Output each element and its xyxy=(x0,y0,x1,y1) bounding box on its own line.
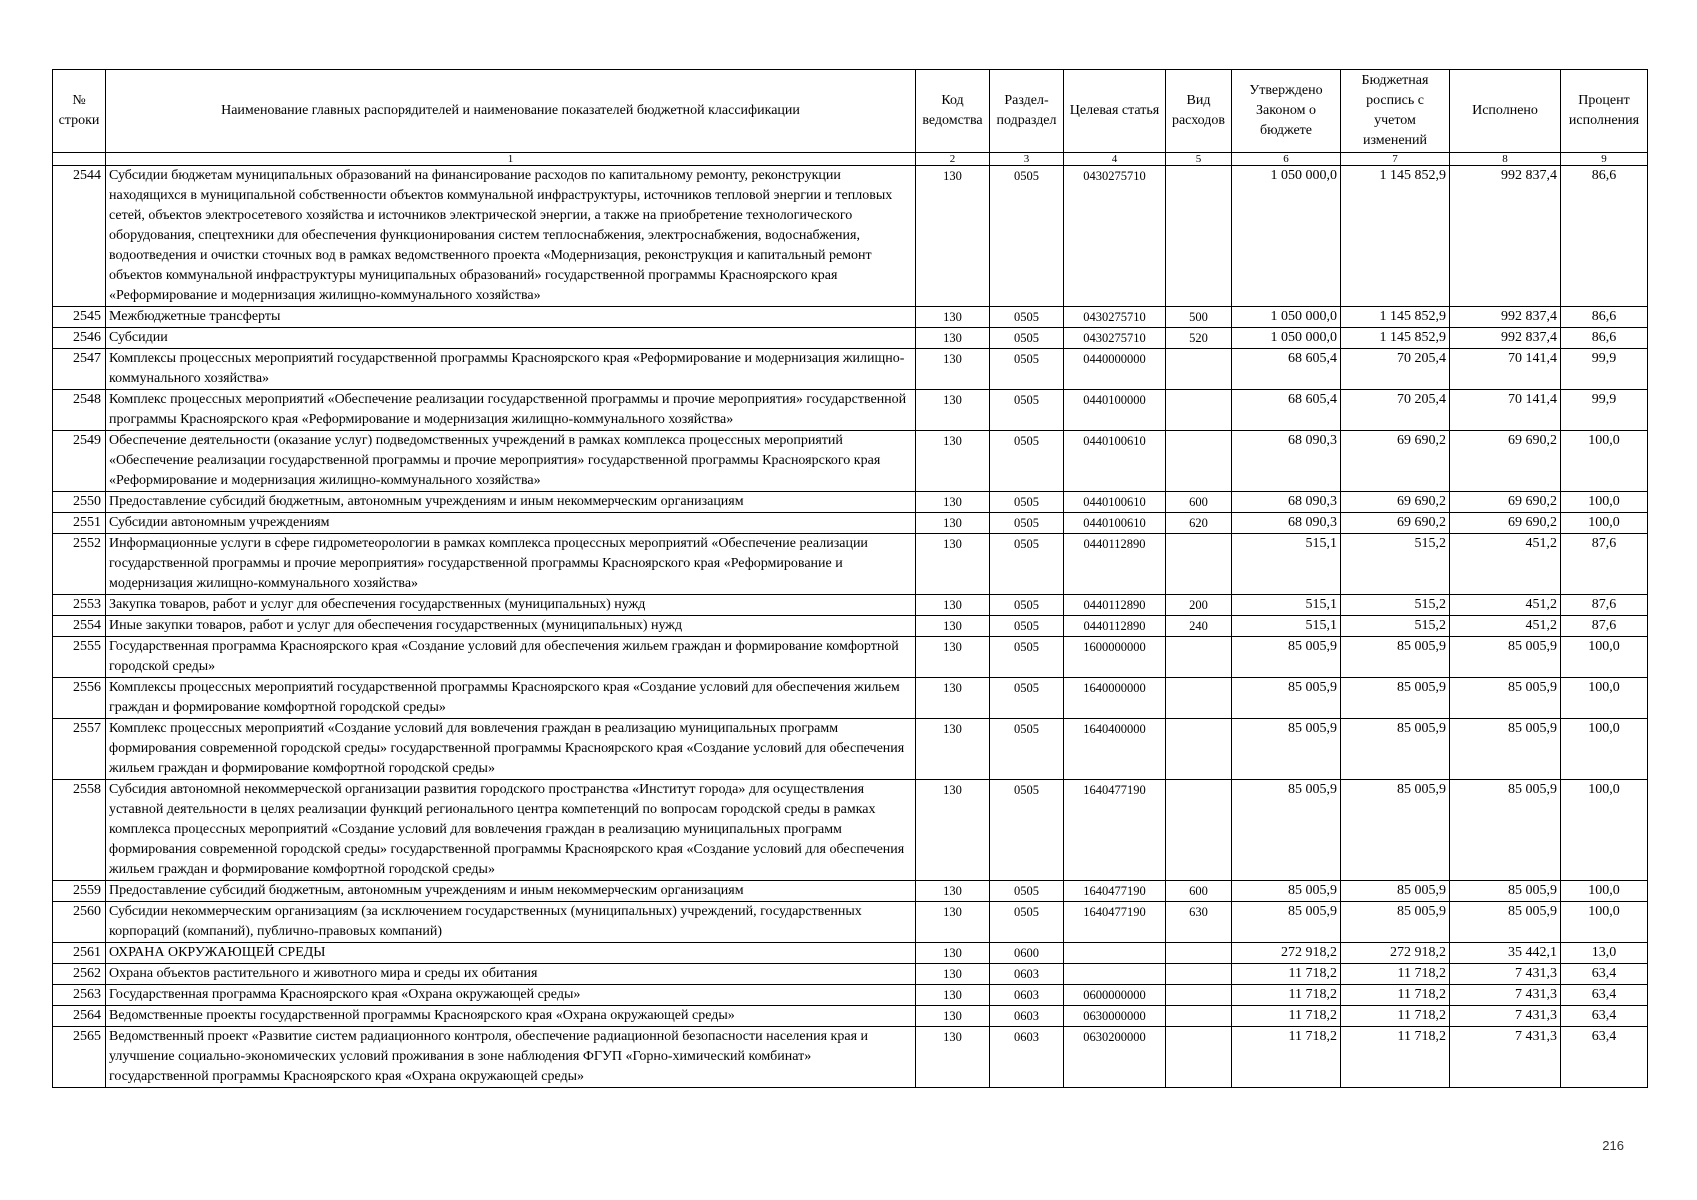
row-budget-schedule: 69 690,2 xyxy=(1341,431,1450,492)
row-dept-code: 130 xyxy=(916,881,990,902)
row-target-article: 0440112890 xyxy=(1064,595,1166,616)
header-percent: Процент исполнения xyxy=(1561,70,1648,153)
row-percent: 100,0 xyxy=(1561,719,1648,780)
row-budget-schedule: 85 005,9 xyxy=(1341,902,1450,943)
row-section: 0505 xyxy=(990,881,1064,902)
row-approved: 515,1 xyxy=(1232,595,1341,616)
row-target-article: 1640477190 xyxy=(1064,780,1166,881)
table-row xyxy=(53,534,1648,595)
row-percent: 99,9 xyxy=(1561,390,1648,431)
row-name: Ведомственные проекты государственной программы Красноярского края «Охрана окружающей среды» xyxy=(106,1006,916,1027)
row-number: 2553 xyxy=(53,595,106,616)
column-number: 3 xyxy=(990,153,1064,166)
row-expense-kind xyxy=(1166,678,1232,719)
row-name: Закупка товаров, работ и услуг для обеспечения государственных (муниципальных) нужд xyxy=(106,595,916,616)
row-number: 2547 xyxy=(53,349,106,390)
row-expense-kind: 630 xyxy=(1166,902,1232,943)
row-expense-kind: 520 xyxy=(1166,328,1232,349)
header-budget-schedule: Бюджетная роспись с учетом изменений xyxy=(1341,70,1450,153)
row-section: 0603 xyxy=(990,985,1064,1006)
row-percent: 100,0 xyxy=(1561,780,1648,881)
row-budget-schedule: 85 005,9 xyxy=(1341,678,1450,719)
row-approved: 85 005,9 xyxy=(1232,678,1341,719)
row-percent: 100,0 xyxy=(1561,902,1648,943)
row-approved: 11 718,2 xyxy=(1232,1027,1341,1088)
row-target-article: 0430275710 xyxy=(1064,166,1166,307)
row-percent: 100,0 xyxy=(1561,431,1648,492)
row-percent: 100,0 xyxy=(1561,881,1648,902)
row-expense-kind: 600 xyxy=(1166,881,1232,902)
row-executed: 7 431,3 xyxy=(1450,1027,1561,1088)
row-number: 2560 xyxy=(53,902,106,943)
row-section: 0505 xyxy=(990,780,1064,881)
table-row xyxy=(53,719,1648,780)
row-expense-kind xyxy=(1166,1006,1232,1027)
row-expense-kind xyxy=(1166,719,1232,780)
row-dept-code: 130 xyxy=(916,902,990,943)
column-number: 7 xyxy=(1341,153,1450,166)
row-expense-kind: 240 xyxy=(1166,616,1232,637)
row-executed: 69 690,2 xyxy=(1450,431,1561,492)
row-expense-kind: 500 xyxy=(1166,307,1232,328)
table-row xyxy=(53,902,1648,943)
row-approved: 68 605,4 xyxy=(1232,390,1341,431)
row-budget-schedule: 11 718,2 xyxy=(1341,964,1450,985)
row-expense-kind xyxy=(1166,964,1232,985)
row-section: 0505 xyxy=(990,616,1064,637)
row-name: Государственная программа Красноярского края «Создание условий для обеспечения жильем граждан и формирование комфортной городской среды» xyxy=(106,637,916,678)
row-budget-schedule: 11 718,2 xyxy=(1341,1006,1450,1027)
row-number: 2552 xyxy=(53,534,106,595)
row-section: 0505 xyxy=(990,513,1064,534)
column-number-blank xyxy=(53,153,106,166)
row-target-article: 1640477190 xyxy=(1064,881,1166,902)
column-number: 5 xyxy=(1166,153,1232,166)
row-number: 2565 xyxy=(53,1027,106,1088)
row-percent: 86,6 xyxy=(1561,166,1648,307)
row-name: Комплекс процессных мероприятий «Создание условий для вовлечения граждан в реализацию муниципальных программ формирования современной городской среды» государственной программы Красноярского края «Создание условий для обеспечения жильем граждан и формирование комфортной городской среды» xyxy=(106,719,916,780)
header-dept-code: Код ведомства xyxy=(916,70,990,153)
table-row xyxy=(53,985,1648,1006)
row-name: Субсидии xyxy=(106,328,916,349)
row-percent: 100,0 xyxy=(1561,492,1648,513)
row-target-article: 0440100610 xyxy=(1064,492,1166,513)
row-section: 0505 xyxy=(990,534,1064,595)
row-budget-schedule: 1 145 852,9 xyxy=(1341,307,1450,328)
row-section: 0505 xyxy=(990,307,1064,328)
header-approved: Утверждено Законом о бюджете xyxy=(1232,70,1341,153)
row-approved: 68 090,3 xyxy=(1232,513,1341,534)
row-target-article: 0430275710 xyxy=(1064,307,1166,328)
row-approved: 1 050 000,0 xyxy=(1232,307,1341,328)
row-dept-code: 130 xyxy=(916,492,990,513)
row-number: 2545 xyxy=(53,307,106,328)
row-name: Иные закупки товаров, работ и услуг для обеспечения государственных (муниципальных) нужд xyxy=(106,616,916,637)
row-percent: 63,4 xyxy=(1561,964,1648,985)
table-row xyxy=(53,780,1648,881)
row-budget-schedule: 85 005,9 xyxy=(1341,881,1450,902)
row-approved: 68 090,3 xyxy=(1232,492,1341,513)
row-approved: 1 050 000,0 xyxy=(1232,166,1341,307)
row-dept-code: 130 xyxy=(916,349,990,390)
row-percent: 13,0 xyxy=(1561,943,1648,964)
table-row xyxy=(53,1006,1648,1027)
row-section: 0505 xyxy=(990,678,1064,719)
row-dept-code: 130 xyxy=(916,1027,990,1088)
table-row xyxy=(53,1027,1648,1088)
row-target-article: 0600000000 xyxy=(1064,985,1166,1006)
row-expense-kind xyxy=(1166,431,1232,492)
row-section: 0600 xyxy=(990,943,1064,964)
table-row xyxy=(53,637,1648,678)
row-executed: 992 837,4 xyxy=(1450,328,1561,349)
row-percent: 63,4 xyxy=(1561,1006,1648,1027)
row-approved: 272 918,2 xyxy=(1232,943,1341,964)
column-number: 6 xyxy=(1232,153,1341,166)
row-name: Предоставление субсидий бюджетным, автономным учреждениям и иным некоммерческим организациям xyxy=(106,492,916,513)
row-budget-schedule: 70 205,4 xyxy=(1341,349,1450,390)
header-row-number: № строки xyxy=(53,70,106,153)
table-row xyxy=(53,595,1648,616)
row-section: 0505 xyxy=(990,328,1064,349)
row-target-article: 1640400000 xyxy=(1064,719,1166,780)
row-expense-kind xyxy=(1166,349,1232,390)
row-dept-code: 130 xyxy=(916,678,990,719)
row-expense-kind xyxy=(1166,780,1232,881)
row-executed: 85 005,9 xyxy=(1450,902,1561,943)
row-name: Государственная программа Красноярского края «Охрана окружающей среды» xyxy=(106,985,916,1006)
row-expense-kind xyxy=(1166,943,1232,964)
row-budget-schedule: 11 718,2 xyxy=(1341,985,1450,1006)
row-approved: 515,1 xyxy=(1232,616,1341,637)
row-executed: 992 837,4 xyxy=(1450,166,1561,307)
row-percent: 99,9 xyxy=(1561,349,1648,390)
row-number: 2549 xyxy=(53,431,106,492)
row-target-article: 1640477190 xyxy=(1064,902,1166,943)
row-target-article: 0440000000 xyxy=(1064,349,1166,390)
row-budget-schedule: 11 718,2 xyxy=(1341,1027,1450,1088)
row-expense-kind xyxy=(1166,985,1232,1006)
row-target-article: 0430275710 xyxy=(1064,328,1166,349)
row-approved: 85 005,9 xyxy=(1232,637,1341,678)
row-section: 0505 xyxy=(990,349,1064,390)
row-budget-schedule: 515,2 xyxy=(1341,534,1450,595)
row-dept-code: 130 xyxy=(916,637,990,678)
row-percent: 63,4 xyxy=(1561,985,1648,1006)
row-dept-code: 130 xyxy=(916,595,990,616)
row-expense-kind: 620 xyxy=(1166,513,1232,534)
row-expense-kind: 200 xyxy=(1166,595,1232,616)
row-approved: 85 005,9 xyxy=(1232,881,1341,902)
row-percent: 100,0 xyxy=(1561,637,1648,678)
row-executed: 7 431,3 xyxy=(1450,985,1561,1006)
table-row xyxy=(53,964,1648,985)
row-percent: 87,6 xyxy=(1561,616,1648,637)
table-row xyxy=(53,943,1648,964)
row-section: 0505 xyxy=(990,166,1064,307)
row-section: 0603 xyxy=(990,1006,1064,1027)
row-section: 0505 xyxy=(990,492,1064,513)
row-name: Ведомственный проект «Развитие систем радиационного контроля, обеспечение радиационной безопасности населения края и улучшение социально-экономических условий проживания в зоне наблюдения ФГУП «Горно-химический комбинат» государственной программы Красноярского края «Охрана окружающей среды» xyxy=(106,1027,916,1088)
row-name: Субсидии автономным учреждениям xyxy=(106,513,916,534)
row-budget-schedule: 515,2 xyxy=(1341,595,1450,616)
row-percent: 87,6 xyxy=(1561,534,1648,595)
row-target-article xyxy=(1064,964,1166,985)
column-number: 4 xyxy=(1064,153,1166,166)
row-approved: 68 090,3 xyxy=(1232,431,1341,492)
row-number: 2561 xyxy=(53,943,106,964)
row-number: 2563 xyxy=(53,985,106,1006)
row-name: Информационные услуги в сфере гидрометеорологии в рамках комплекса процессных мероприятий «Обеспечение реализации государственной программы и прочие мероприятия» государственной программы Красноярского края «Реформирование и модернизация жилищно-коммунального хозяйства» xyxy=(106,534,916,595)
row-dept-code: 130 xyxy=(916,780,990,881)
row-executed: 69 690,2 xyxy=(1450,492,1561,513)
column-number: 2 xyxy=(916,153,990,166)
row-section: 0505 xyxy=(990,595,1064,616)
row-approved: 11 718,2 xyxy=(1232,1006,1341,1027)
row-name: ОХРАНА ОКРУЖАЮЩЕЙ СРЕДЫ xyxy=(106,943,916,964)
row-name: Субсидии бюджетам муниципальных образований на финансирование расходов по капитальному ремонту, реконструкции находящихся в муниципальной собственности объектов коммунальной инфраструктуры, источников тепловой энергии и тепловых сетей, объектов электросетевого хозяйства и источников электрической энергии, а также на приобретение технологического оборудования, спецтехники для обеспечения функционирования систем теплоснабжения, электроснабжения, водоснабжения, водоотведения и очистки сточных вод в рамках ведомственного проекта «Модернизация, реконструкция и капитальный ремонт объектов коммунальной инфраструктуры муниципальных образований» государственной программы Красноярского края «Реформирование и модернизация жилищно-коммунального хозяйства» xyxy=(106,166,916,307)
row-dept-code: 130 xyxy=(916,964,990,985)
row-target-article: 1640000000 xyxy=(1064,678,1166,719)
row-name: Комплекс процессных мероприятий «Обеспечение реализации государственной программы и прочие мероприятия» государственной программы Красноярского края «Реформирование и модернизация жилищно-коммунального хозяйства» xyxy=(106,390,916,431)
row-name: Комплексы процессных мероприятий государственной программы Красноярского края «Реформирование и модернизация жилищно-коммунального хозяйства» xyxy=(106,349,916,390)
budget-table xyxy=(52,69,1648,1088)
row-number: 2550 xyxy=(53,492,106,513)
row-percent: 100,0 xyxy=(1561,678,1648,719)
header-executed: Исполнено xyxy=(1450,70,1561,153)
row-target-article: 0440100000 xyxy=(1064,390,1166,431)
row-budget-schedule: 85 005,9 xyxy=(1341,719,1450,780)
row-executed: 85 005,9 xyxy=(1450,780,1561,881)
row-dept-code: 130 xyxy=(916,328,990,349)
row-number: 2551 xyxy=(53,513,106,534)
column-number-row xyxy=(53,153,1648,166)
row-dept-code: 130 xyxy=(916,616,990,637)
row-budget-schedule: 515,2 xyxy=(1341,616,1450,637)
row-percent: 86,6 xyxy=(1561,328,1648,349)
row-target-article: 0630200000 xyxy=(1064,1027,1166,1088)
row-percent: 87,6 xyxy=(1561,595,1648,616)
row-target-article: 1600000000 xyxy=(1064,637,1166,678)
row-section: 0603 xyxy=(990,964,1064,985)
column-number: 8 xyxy=(1450,153,1561,166)
row-approved: 85 005,9 xyxy=(1232,902,1341,943)
row-approved: 85 005,9 xyxy=(1232,719,1341,780)
row-approved: 11 718,2 xyxy=(1232,964,1341,985)
row-executed: 451,2 xyxy=(1450,534,1561,595)
row-dept-code: 130 xyxy=(916,390,990,431)
row-dept-code: 130 xyxy=(916,431,990,492)
row-budget-schedule: 85 005,9 xyxy=(1341,637,1450,678)
row-expense-kind xyxy=(1166,637,1232,678)
row-approved: 1 050 000,0 xyxy=(1232,328,1341,349)
row-name: Межбюджетные трансферты xyxy=(106,307,916,328)
table-row xyxy=(53,513,1648,534)
row-executed: 69 690,2 xyxy=(1450,513,1561,534)
row-dept-code: 130 xyxy=(916,513,990,534)
row-number: 2557 xyxy=(53,719,106,780)
table-row xyxy=(53,328,1648,349)
table-row xyxy=(53,307,1648,328)
row-number: 2562 xyxy=(53,964,106,985)
row-expense-kind xyxy=(1166,534,1232,595)
row-executed: 85 005,9 xyxy=(1450,881,1561,902)
row-number: 2564 xyxy=(53,1006,106,1027)
row-executed: 7 431,3 xyxy=(1450,964,1561,985)
row-target-article: 0440100610 xyxy=(1064,513,1166,534)
row-section: 0505 xyxy=(990,902,1064,943)
table-row xyxy=(53,492,1648,513)
row-dept-code: 130 xyxy=(916,719,990,780)
row-target-article: 0440112890 xyxy=(1064,534,1166,595)
header-expense-kind: Вид расходов xyxy=(1166,70,1232,153)
row-percent: 63,4 xyxy=(1561,1027,1648,1088)
row-approved: 68 605,4 xyxy=(1232,349,1341,390)
row-dept-code: 130 xyxy=(916,534,990,595)
header-name: Наименование главных распорядителей и наименование показателей бюджетной классификации xyxy=(106,70,916,153)
page-number: 216 xyxy=(1602,1138,1624,1153)
row-dept-code: 130 xyxy=(916,985,990,1006)
row-name: Обеспечение деятельности (оказание услуг) подведомственных учреждений в рамках комплекса процессных мероприятий «Обеспечение реализации государственной программы и прочие мероприятия» государственной программы Красноярского края «Реформирование и модернизация жилищно-коммунального хозяйства» xyxy=(106,431,916,492)
row-name: Охрана объектов растительного и животного мира и среды их обитания xyxy=(106,964,916,985)
row-budget-schedule: 69 690,2 xyxy=(1341,492,1450,513)
row-name: Субсидии некоммерческим организациям (за исключением государственных (муниципальных) учреждений, государственных корпораций (компаний), публично-правовых компаний) xyxy=(106,902,916,943)
row-number: 2544 xyxy=(53,166,106,307)
table-row xyxy=(53,431,1648,492)
table-row xyxy=(53,349,1648,390)
row-executed: 451,2 xyxy=(1450,595,1561,616)
row-executed: 85 005,9 xyxy=(1450,719,1561,780)
row-budget-schedule: 272 918,2 xyxy=(1341,943,1450,964)
table-row xyxy=(53,166,1648,307)
row-expense-kind: 600 xyxy=(1166,492,1232,513)
row-number: 2554 xyxy=(53,616,106,637)
row-approved: 515,1 xyxy=(1232,534,1341,595)
row-target-article: 0440112890 xyxy=(1064,616,1166,637)
row-number: 2548 xyxy=(53,390,106,431)
row-dept-code: 130 xyxy=(916,166,990,307)
row-executed: 992 837,4 xyxy=(1450,307,1561,328)
row-approved: 11 718,2 xyxy=(1232,985,1341,1006)
table-row xyxy=(53,616,1648,637)
row-section: 0505 xyxy=(990,390,1064,431)
row-budget-schedule: 85 005,9 xyxy=(1341,780,1450,881)
header-section: Раздел-подраздел xyxy=(990,70,1064,153)
row-section: 0505 xyxy=(990,719,1064,780)
column-number: 1 xyxy=(106,153,916,166)
row-name: Предоставление субсидий бюджетным, автономным учреждениям и иным некоммерческим организациям xyxy=(106,881,916,902)
row-section: 0505 xyxy=(990,431,1064,492)
row-number: 2546 xyxy=(53,328,106,349)
row-number: 2559 xyxy=(53,881,106,902)
row-dept-code: 130 xyxy=(916,1006,990,1027)
row-budget-schedule: 1 145 852,9 xyxy=(1341,328,1450,349)
table-body xyxy=(53,166,1648,1088)
row-expense-kind xyxy=(1166,390,1232,431)
row-budget-schedule: 69 690,2 xyxy=(1341,513,1450,534)
row-approved: 85 005,9 xyxy=(1232,780,1341,881)
row-target-article: 0440100610 xyxy=(1064,431,1166,492)
header-target-article: Целевая статья xyxy=(1064,70,1166,153)
row-number: 2556 xyxy=(53,678,106,719)
row-executed: 70 141,4 xyxy=(1450,349,1561,390)
row-expense-kind xyxy=(1166,1027,1232,1088)
row-executed: 35 442,1 xyxy=(1450,943,1561,964)
row-number: 2555 xyxy=(53,637,106,678)
row-percent: 100,0 xyxy=(1561,513,1648,534)
row-target-article: 0630000000 xyxy=(1064,1006,1166,1027)
row-executed: 451,2 xyxy=(1450,616,1561,637)
row-percent: 86,6 xyxy=(1561,307,1648,328)
row-executed: 85 005,9 xyxy=(1450,678,1561,719)
row-dept-code: 130 xyxy=(916,307,990,328)
table-row xyxy=(53,881,1648,902)
row-number: 2558 xyxy=(53,780,106,881)
row-target-article xyxy=(1064,943,1166,964)
row-executed: 70 141,4 xyxy=(1450,390,1561,431)
row-dept-code: 130 xyxy=(916,943,990,964)
row-executed: 7 431,3 xyxy=(1450,1006,1561,1027)
row-budget-schedule: 70 205,4 xyxy=(1341,390,1450,431)
row-section: 0505 xyxy=(990,637,1064,678)
row-expense-kind xyxy=(1166,166,1232,307)
row-section: 0603 xyxy=(990,1027,1064,1088)
row-executed: 85 005,9 xyxy=(1450,637,1561,678)
row-budget-schedule: 1 145 852,9 xyxy=(1341,166,1450,307)
header-row xyxy=(53,70,1648,153)
table-row xyxy=(53,390,1648,431)
row-name: Субсидия автономной некоммерческой организации развития городского пространства «Институт города» для осуществления уставной деятельности в целях реализации функций регионального центра компетенций по вопросам городской среды в рамках комплекса процессных мероприятий «Создание условий для вовлечения граждан в реализацию муниципальных программ формирования современной городской среды» государственной программы Красноярского края «Создание условий для обеспечения жильем граждан и формирование комфортной городской среды» xyxy=(106,780,916,881)
table-row xyxy=(53,678,1648,719)
column-number: 9 xyxy=(1561,153,1648,166)
row-name: Комплексы процессных мероприятий государственной программы Красноярского края «Создание условий для обеспечения жильем граждан и формирование комфортной городской среды» xyxy=(106,678,916,719)
